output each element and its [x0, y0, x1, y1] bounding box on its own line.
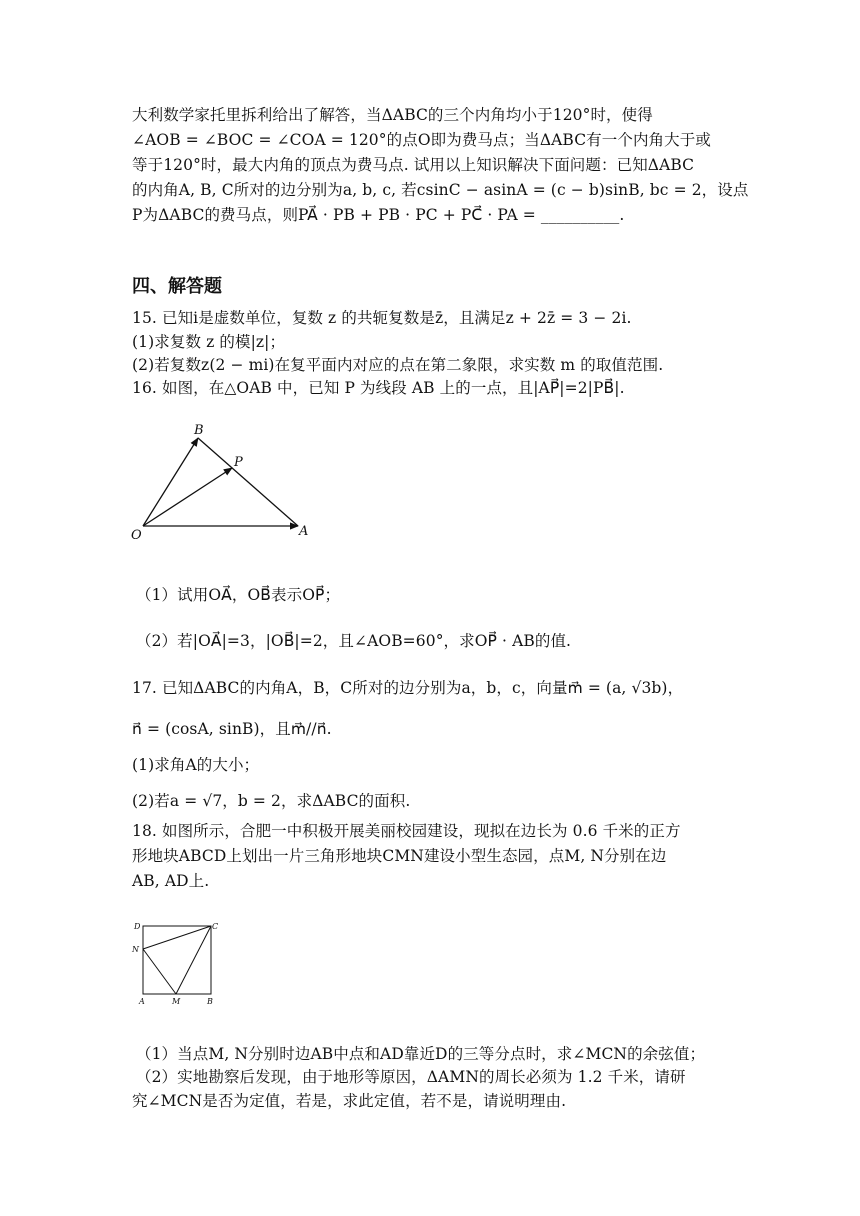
p16-sub-2: （2）若|OA⃗|=3，|OB⃗|=2，且∠AOB=60°，求OP⃗ · AB的值.	[136, 632, 572, 650]
p14-line-1: 大利数学家托里拆利给出了解答，当ΔABC的三个内角均小于120°时，使得	[132, 106, 653, 124]
label-M: M	[172, 997, 181, 1006]
p17-line-2: n⃗ = (cosA, sinB)，且m⃗//n⃗.	[132, 720, 332, 738]
label-A: A	[139, 997, 145, 1006]
p18-line-3: AB, AD上.	[132, 872, 210, 890]
p18-sub-2: （2）实地勘察后发现，由于地形等原因，ΔAMN的周长必须为 1.2 千米，请研	[136, 1068, 686, 1086]
label-B: B	[194, 423, 204, 438]
label-B: B	[207, 997, 213, 1006]
label-N: N	[132, 945, 139, 954]
p14-line-5: P为ΔABC的费马点，则PA⃗ · PB + PB · PC + PC⃗ · PA = __________.	[132, 206, 625, 224]
p16-figure	[126, 420, 326, 550]
label-D: D	[134, 922, 141, 931]
p15-line-2: (1)求复数 z 的模|z|；	[132, 333, 286, 351]
p17-line-4: (2)若a = √7，b = 2，求ΔABC的面积.	[132, 792, 411, 810]
p15-line-1: 15. 已知i是虚数单位，复数 z 的共轭复数是z̄，且满足z + 2z̄ = 3 − 2i.	[132, 309, 632, 327]
segment-BA	[198, 438, 298, 526]
p18-line-2: 形地块ABCD上划出一片三角形地块CMN建设小型生态园，点M, N分别在边	[132, 847, 667, 865]
p17-line-3: (1)求角A的大小；	[132, 756, 260, 774]
label-P: P	[234, 455, 243, 470]
segment-OP	[143, 468, 232, 526]
p15-line-3: (2)若复数z(2 − mi)在复平面内对应的点在第二象限，求实数 m 的取值范围.	[132, 356, 664, 374]
p18-sub-1: （1）当点M, N分别时边AB中点和AD靠近D的三等分点时，求∠MCN的余弦值；	[136, 1045, 706, 1063]
square-ABCD	[143, 926, 211, 994]
label-A: A	[299, 524, 309, 539]
p18-line-1: 18. 如图所示，合肥一中积极开展美丽校园建设，现拟在边长为 0.6 千米的正方	[132, 822, 681, 840]
p14-line-2: ∠AOB = ∠BOC = ∠COA = 120°的点O即为费马点；当ΔABC有一个内角大于或	[132, 131, 711, 149]
section-heading: 四、解答题	[132, 276, 222, 297]
p14-line-3: 等于120°时，最大内角的顶点为费马点. 试用以上知识解决下面问题：已知ΔABC	[132, 156, 695, 174]
label-C: C	[212, 922, 219, 931]
p17-line-1: 17. 已知ΔABC的内角A，B，C所对的边分别为a，b，c，向量m⃗ = (a, √3b)，	[132, 679, 684, 697]
label-O: O	[131, 528, 142, 543]
p14-line-4: 的内角A, B, C所对的边分别为a, b, c, 若csinC − asinA = (c − b)sinB, bc = 2，设点	[132, 181, 749, 199]
segment-OB	[143, 438, 198, 526]
p16-sub-1: （1）试用OA⃗，OB⃗表示OP⃗；	[136, 586, 341, 604]
segment-NM	[143, 949, 176, 994]
p16-line-1: 16. 如图，在△OAB 中，已知 P 为线段 AB 上的一点，且|AP⃗|=2|PB⃗|.	[132, 379, 625, 397]
p18-sub-3: 究∠MCN是否为定值，若是，求此定值，若不是，请说明理由.	[132, 1092, 567, 1110]
p18-figure	[134, 920, 224, 1010]
